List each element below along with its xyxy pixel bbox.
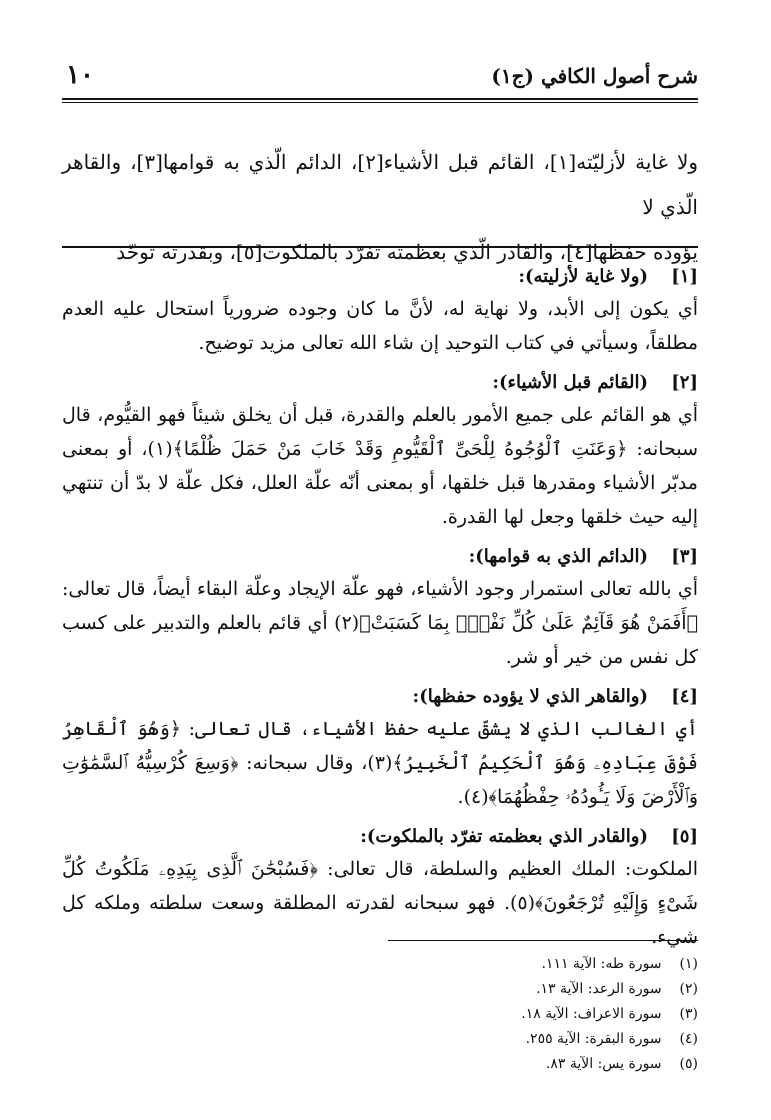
note-2 — [62, 368, 698, 534]
note-3 — [62, 542, 698, 674]
commentary-notes — [62, 262, 698, 962]
footnote-text: سورة يس: الآية ٨٣. — [545, 1056, 662, 1072]
main-text-line: ولا غاية لأزليّته[١]، القائم قبل الأشياء[٢]، الدائم الّذي به قوامها[٣]، والقاهر الّذي لا — [62, 150, 699, 219]
footnote-number: (٣) — [679, 1006, 698, 1022]
page-header — [62, 58, 698, 98]
footnote-text: سورة طه: الآية ١١١. — [541, 956, 662, 972]
main-text — [62, 140, 698, 275]
main-text-line: يؤوده حفظها[٤]، والقادر الّذي بعظمته تفرّد بالملكوت[٥]، وبقدرته توحّد — [116, 240, 698, 264]
note-number: [١] — [671, 266, 698, 287]
note-body: أي الغالب الذي لا يشقّ عليه حفظ الأشياء، قال تعالى: ﴿وَهُوَ ٱلْقَاهِرُ فَوْقَ عِبَادِهِۦ وَهُوَ ٱلْحَكِيمُ ٱلْخَبِيرُ﴾(٣)، وقال سبحانه: ﴿وَسِعَ كُرْسِيُّهُ ٱلسَّمَٰوَٰتِ وَٱلْأَرْضَ وَلَا يَـُٔودُهُۥ حِفْظُهُمَا﴾(٤). — [62, 718, 698, 808]
note-number: [٢] — [671, 372, 698, 393]
note-number: [٣] — [671, 546, 698, 567]
page-number: ١٠ — [66, 60, 94, 90]
footnotes — [62, 952, 698, 1077]
note-number: [٥] — [671, 826, 698, 847]
note-4 — [62, 682, 698, 814]
note-number: [٤] — [671, 686, 698, 707]
footnote-text: سورة البقرة: الآية ٢٥٥. — [525, 1031, 662, 1047]
footnote-number: (٢) — [679, 981, 698, 997]
note-title: (القائم قبل الأشياء): — [492, 372, 648, 393]
footnote-text: سورة الرعد: الآية ١٣. — [536, 981, 662, 997]
note-body: أي بالله تعالى استمرار وجود الأشياء، فهو علّة الإيجاد وعلّة البقاء أيضاً، قال تعالى: ﴿أَفَمَنْ هُوَ قَآئِمٌ عَلَىٰ كُلِّ نَفْسٍۭ بِمَا كَسَبَتْ﴾(٢) أي قائم بالعلم والتدبير على كسب كل نفس من خير أو شر. — [62, 578, 698, 668]
footnote-item — [62, 1002, 698, 1027]
header-rule — [62, 98, 698, 100]
header-title: شرح أصول الكافي (ج١) — [491, 64, 698, 88]
note-title: (والقادر الذي بعظمته تفرّد بالملكوت): — [360, 826, 648, 847]
footnote-number: (٥) — [679, 1056, 698, 1072]
footnote-number: (٤) — [679, 1031, 698, 1047]
section-separator — [62, 246, 698, 248]
footnote-item — [62, 1027, 698, 1052]
note-5 — [62, 822, 698, 954]
footnote-separator — [388, 940, 698, 941]
footnote-item — [62, 977, 698, 1002]
footnote-text: سورة الاعراف: الآية ١٨. — [521, 1006, 662, 1022]
note-title: (الدائم الذي به قوامها): — [468, 546, 648, 567]
footnote-number: (١) — [679, 956, 698, 972]
footnote-item — [62, 952, 698, 977]
footnote-item — [62, 1052, 698, 1077]
note-body: الملكوت: الملك العظيم والسلطة، قال تعالى: ﴿فَسُبْحَٰنَ ٱلَّذِى بِيَدِهِۦ مَلَكُوتُ كُلِّ شَىْءٍ وَإِلَيْهِ تُرْجَعُونَ﴾(٥). فهو سبحانه لقدرته المطلقة وسعت سلطته وملكه كل شيء. — [62, 858, 699, 948]
note-body: أي هو القائم على جميع الأمور بالعلم والقدرة، قبل أن يخلق شيئاً فهو القيُّوم، قال سبحانه: ﴿وَعَنَتِ ٱلْوُجُوهُ لِلْحَىِّ ٱلْقَيُّومِ وَقَدْ خَابَ مَنْ حَمَلَ ظُلْمًا﴾(١)، أو بمعنى مدبّر الأشياء ومقدرها قبل خلقها، أو بمعنى أنّه علّة العلل، فكل علّة لا بدّ أن تنتهي إليه حيث خلقها وجعل لها القدرة. — [62, 404, 698, 528]
header-rule-thin — [62, 102, 698, 103]
note-1 — [62, 262, 698, 360]
note-title: (والقاهر الذي لا يؤوده حفظها): — [412, 686, 648, 707]
note-body: أي يكون إلى الأبد، ولا نهاية له، لأنَّ ما كان وجوده ضرورياً استحال عليه العدم مطلقاً، وسيأتي في كتاب التوحيد إن شاء الله تعالى مزيد توضيح. — [62, 298, 698, 354]
note-title: (ولا غاية لأزليته): — [518, 266, 648, 287]
